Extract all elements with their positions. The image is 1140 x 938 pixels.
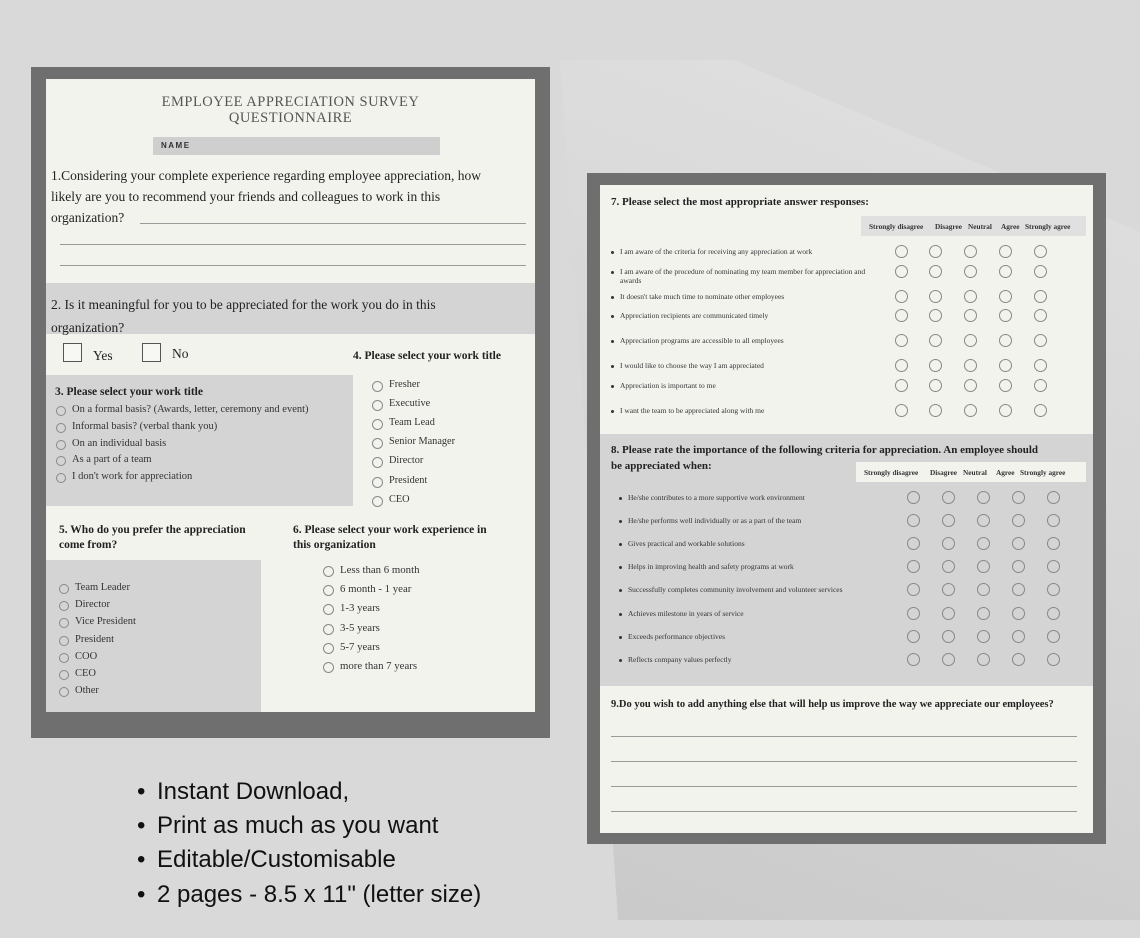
likert-radio[interactable] xyxy=(907,607,920,620)
radio-button[interactable] xyxy=(323,566,334,577)
likert-radio[interactable] xyxy=(964,379,977,392)
radio-button[interactable] xyxy=(372,496,383,507)
likert-radio[interactable] xyxy=(942,514,955,527)
option-label: Executive xyxy=(389,398,431,410)
likert-radio[interactable] xyxy=(1012,583,1025,596)
likert-radio[interactable] xyxy=(1012,653,1025,666)
statement: Reflects company values perfectly xyxy=(628,655,732,664)
likert-radio[interactable] xyxy=(1034,265,1047,278)
likert-radio[interactable] xyxy=(1034,309,1047,322)
likert-radio[interactable] xyxy=(929,379,942,392)
likert-radio[interactable] xyxy=(1034,359,1047,372)
likert-radio[interactable] xyxy=(907,514,920,527)
statement: It doesn't take much time to nominate other employees xyxy=(620,292,785,301)
likert-radio[interactable] xyxy=(977,560,990,573)
q3-question: 3. Please select your work title xyxy=(55,386,203,398)
statement: He/she contributes to a more supportive work environment xyxy=(628,493,805,502)
likert-radio[interactable] xyxy=(907,653,920,666)
statement: I would like to choose the way I am appreciated xyxy=(620,361,764,370)
likert-radio[interactable] xyxy=(1012,491,1025,504)
scale-label: Strongly agree xyxy=(1025,222,1071,231)
answer-line[interactable] xyxy=(611,811,1077,812)
radio-button[interactable] xyxy=(372,477,383,488)
option-label: CEO xyxy=(75,668,96,679)
page-2-sheet xyxy=(600,185,1093,833)
likert-radio[interactable] xyxy=(929,404,942,417)
answer-line[interactable] xyxy=(60,265,526,266)
statement: Achieves milestone in years of service xyxy=(628,609,744,618)
likert-radio[interactable] xyxy=(999,309,1012,322)
likert-radio[interactable] xyxy=(942,583,955,596)
q2-line1: 2. Is it meaningful for you to be appreciated for the work you do in this xyxy=(51,297,436,312)
option-label: 6 month - 1 year xyxy=(340,583,412,596)
likert-radio[interactable] xyxy=(1012,630,1025,643)
likert-radio[interactable] xyxy=(1047,583,1060,596)
likert-radio[interactable] xyxy=(999,359,1012,372)
likert-radio[interactable] xyxy=(1012,607,1025,620)
radio-button[interactable] xyxy=(372,400,383,411)
feature-text: Instant Download, xyxy=(157,778,350,805)
bullet xyxy=(619,589,622,592)
no-checkbox[interactable] xyxy=(142,343,161,362)
likert-radio[interactable] xyxy=(999,245,1012,258)
survey-page-1 xyxy=(31,67,550,738)
scale-label: Strongly agree xyxy=(1020,468,1066,477)
option-label: As a part of a team xyxy=(72,454,152,466)
likert-radio[interactable] xyxy=(977,653,990,666)
bullet xyxy=(619,659,622,662)
likert-radio[interactable] xyxy=(1047,653,1060,666)
feature-bullet: • xyxy=(137,812,146,839)
bullet xyxy=(611,365,614,368)
bullet xyxy=(619,520,622,523)
q7-scale-header xyxy=(861,216,1086,236)
q1-line2: likely are you to recommend your friends and colleagues to work in this xyxy=(51,189,441,204)
option-label: On a formal basis? (Awards, letter, ceremony and event) xyxy=(72,404,309,415)
likert-radio[interactable] xyxy=(1047,560,1060,573)
bullet xyxy=(611,296,614,299)
likert-radio[interactable] xyxy=(977,630,990,643)
likert-radio[interactable] xyxy=(964,359,977,372)
q6-line2: this organization xyxy=(293,539,376,551)
likert-radio[interactable] xyxy=(999,379,1012,392)
option-label: President xyxy=(75,633,115,645)
feature-text: 2 pages - 8.5 x 11" (letter size) xyxy=(157,881,482,908)
yes-label: Yes xyxy=(93,348,113,363)
likert-radio[interactable] xyxy=(895,309,908,322)
answer-line[interactable] xyxy=(611,786,1077,787)
statement: I want the team to be appreciated along with me xyxy=(620,406,765,415)
q1-line3: organization? xyxy=(51,210,125,225)
radio-button[interactable] xyxy=(56,406,66,416)
option-label: CEO xyxy=(389,493,410,505)
likert-radio[interactable] xyxy=(977,491,990,504)
option-label: Vice President xyxy=(75,616,136,628)
option-label: Informal basis? (verbal thank you) xyxy=(72,420,218,432)
likert-radio[interactable] xyxy=(907,537,920,550)
likert-radio[interactable] xyxy=(907,560,920,573)
radio-button[interactable] xyxy=(59,636,69,646)
radio-button[interactable] xyxy=(323,662,334,673)
radio-button[interactable] xyxy=(372,381,383,392)
likert-radio[interactable] xyxy=(929,245,942,258)
scale-label: Disagree xyxy=(935,222,963,231)
option-label: Director xyxy=(389,455,424,467)
likert-radio[interactable] xyxy=(895,290,908,303)
likert-radio[interactable] xyxy=(929,265,942,278)
feature-text: Print as much as you want xyxy=(157,812,439,839)
option-label: Team Leader xyxy=(75,582,130,593)
likert-radio[interactable] xyxy=(1034,379,1047,392)
q7-question: 7. Please select the most appropriate answer responses: xyxy=(611,196,869,208)
bullet xyxy=(611,271,614,274)
likert-radio[interactable] xyxy=(942,560,955,573)
radio-button[interactable] xyxy=(323,624,334,635)
scale-label: Agree xyxy=(1001,222,1020,231)
likert-radio[interactable] xyxy=(895,404,908,417)
option-label: Director xyxy=(75,599,110,611)
likert-radio[interactable] xyxy=(907,583,920,596)
radio-button[interactable] xyxy=(323,643,334,654)
bullet xyxy=(619,543,622,546)
likert-radio[interactable] xyxy=(907,491,920,504)
q4-question: 4. Please select your work title xyxy=(353,350,501,362)
bullet xyxy=(619,636,622,639)
likert-radio[interactable] xyxy=(895,265,908,278)
likert-radio[interactable] xyxy=(895,359,908,372)
yes-checkbox[interactable] xyxy=(63,343,82,362)
page-1-sheet xyxy=(46,79,535,712)
likert-radio[interactable] xyxy=(942,630,955,643)
statement: He/she performs well individually or as a part of the team xyxy=(628,516,802,525)
likert-radio[interactable] xyxy=(942,607,955,620)
option-label: I don't work for appreciation xyxy=(72,471,193,483)
radio-button[interactable] xyxy=(59,584,69,594)
statement: Appreciation programs are accessible to all employees xyxy=(620,336,784,345)
option-label: President xyxy=(389,474,428,486)
statement: Successfully completes community involvement and volunteer services xyxy=(628,585,843,594)
option-label: COO xyxy=(75,650,98,662)
statement: Exceeds performance objectives xyxy=(628,632,726,641)
likert-radio[interactable] xyxy=(1047,491,1060,504)
survey-subtitle: QUESTIONNAIRE xyxy=(228,110,353,126)
q5-line2: come from? xyxy=(59,539,118,551)
likert-radio[interactable] xyxy=(1034,245,1047,258)
likert-radio[interactable] xyxy=(1047,630,1060,643)
statement: I am aware of the criteria for receiving any appreciation at work xyxy=(620,247,813,256)
radio-button[interactable] xyxy=(59,670,69,680)
radio-button[interactable] xyxy=(56,440,66,450)
bullet xyxy=(619,497,622,500)
option-label: 3-5 years xyxy=(340,621,380,634)
likert-radio[interactable] xyxy=(929,309,942,322)
bullet xyxy=(611,340,614,343)
option-label: Team Lead xyxy=(389,417,435,429)
q8-scale-header xyxy=(856,462,1086,482)
likert-radio[interactable] xyxy=(1034,290,1047,303)
option-label: Fresher xyxy=(389,379,420,390)
answer-line[interactable] xyxy=(60,244,526,245)
likert-radio[interactable] xyxy=(1047,514,1060,527)
option-label: 1-3 years xyxy=(340,602,380,615)
likert-radio[interactable] xyxy=(942,537,955,550)
q2-line2: organization? xyxy=(51,320,125,335)
feature-text: Editable/Customisable xyxy=(157,846,396,873)
q9-question: 9.Do you wish to add anything else that will help us improve the way we appreciate our employees? xyxy=(611,699,1054,710)
likert-radio[interactable] xyxy=(964,309,977,322)
answer-line[interactable] xyxy=(140,223,526,224)
scale-label: Neutral xyxy=(968,222,992,231)
likert-radio[interactable] xyxy=(1012,537,1025,550)
q8-line2: be appreciated when: xyxy=(611,460,712,472)
radio-button[interactable] xyxy=(372,438,383,449)
likert-radio[interactable] xyxy=(1012,514,1025,527)
likert-radio[interactable] xyxy=(977,607,990,620)
likert-radio[interactable] xyxy=(895,245,908,258)
likert-radio[interactable] xyxy=(907,630,920,643)
likert-radio[interactable] xyxy=(929,359,942,372)
option-label: more than 7 years xyxy=(340,660,418,672)
likert-radio[interactable] xyxy=(1034,404,1047,417)
likert-radio[interactable] xyxy=(942,491,955,504)
bullet xyxy=(611,385,614,388)
statement: I am aware of the procedure of nominating my team member for appreciation and awards xyxy=(620,267,866,285)
likert-radio[interactable] xyxy=(964,334,977,347)
q1-line1: 1.Considering your complete experience regarding employee appreciation, how xyxy=(51,168,481,183)
likert-radio[interactable] xyxy=(964,245,977,258)
likert-radio[interactable] xyxy=(977,514,990,527)
bullet xyxy=(619,566,622,569)
scale-label: Agree xyxy=(996,468,1015,477)
likert-radio[interactable] xyxy=(964,290,977,303)
q8-line1: 8. Please rate the importance of the following criteria for appreciation. An employee should xyxy=(611,444,1039,456)
feature-bullet: • xyxy=(137,846,146,873)
answer-line[interactable] xyxy=(611,736,1077,737)
bullet xyxy=(619,613,622,616)
bullet xyxy=(611,251,614,254)
likert-radio[interactable] xyxy=(999,290,1012,303)
scale-label: Neutral xyxy=(963,468,987,477)
likert-radio[interactable] xyxy=(999,404,1012,417)
option-label: 5-7 years xyxy=(340,640,380,653)
scale-label: Disagree xyxy=(930,468,958,477)
bullet xyxy=(611,410,614,413)
q6-line1: 6. Please select your work experience in xyxy=(293,524,487,536)
option-label: On an individual basis xyxy=(72,437,167,449)
likert-radio[interactable] xyxy=(1034,334,1047,347)
likert-radio[interactable] xyxy=(977,537,990,550)
option-label: Senior Manager xyxy=(389,436,456,448)
likert-radio[interactable] xyxy=(1047,537,1060,550)
radio-button[interactable] xyxy=(59,653,69,663)
likert-radio[interactable] xyxy=(929,334,942,347)
likert-radio[interactable] xyxy=(977,583,990,596)
feature-bullet: • xyxy=(137,881,146,908)
likert-radio[interactable] xyxy=(1047,607,1060,620)
radio-button[interactable] xyxy=(56,423,66,433)
feature-bullet: • xyxy=(137,778,146,805)
q5-line1: 5. Who do you prefer the appreciation xyxy=(59,524,246,536)
option-label: Other xyxy=(75,685,99,697)
likert-radio[interactable] xyxy=(942,653,955,666)
likert-radio[interactable] xyxy=(999,265,1012,278)
likert-radio[interactable] xyxy=(964,265,977,278)
statement: Appreciation recipients are communicated timely xyxy=(620,311,769,320)
scale-label: Strongly disagree xyxy=(864,468,919,477)
radio-button[interactable] xyxy=(323,604,334,615)
radio-button[interactable] xyxy=(372,457,383,468)
likert-radio[interactable] xyxy=(964,404,977,417)
name-field[interactable]: NAME xyxy=(153,137,440,155)
statement: Appreciation is important to me xyxy=(620,381,716,390)
option-label: Less than 6 month xyxy=(340,564,420,576)
answer-line[interactable] xyxy=(611,761,1077,762)
statement: Gives practical and workable solutions xyxy=(628,539,745,548)
bullet xyxy=(611,315,614,318)
survey-page-2 xyxy=(587,173,1106,844)
scale-label: Strongly disagree xyxy=(869,222,924,231)
likert-radio[interactable] xyxy=(895,379,908,392)
no-label: No xyxy=(172,346,189,361)
survey-title: EMPLOYEE APPRECIATION SURVEY xyxy=(161,94,420,110)
radio-button[interactable] xyxy=(372,419,383,430)
radio-button[interactable] xyxy=(323,585,334,596)
statement: Helps in improving health and safety programs at work xyxy=(628,562,794,571)
likert-radio[interactable] xyxy=(895,334,908,347)
likert-radio[interactable] xyxy=(929,290,942,303)
likert-radio[interactable] xyxy=(999,334,1012,347)
likert-radio[interactable] xyxy=(1012,560,1025,573)
